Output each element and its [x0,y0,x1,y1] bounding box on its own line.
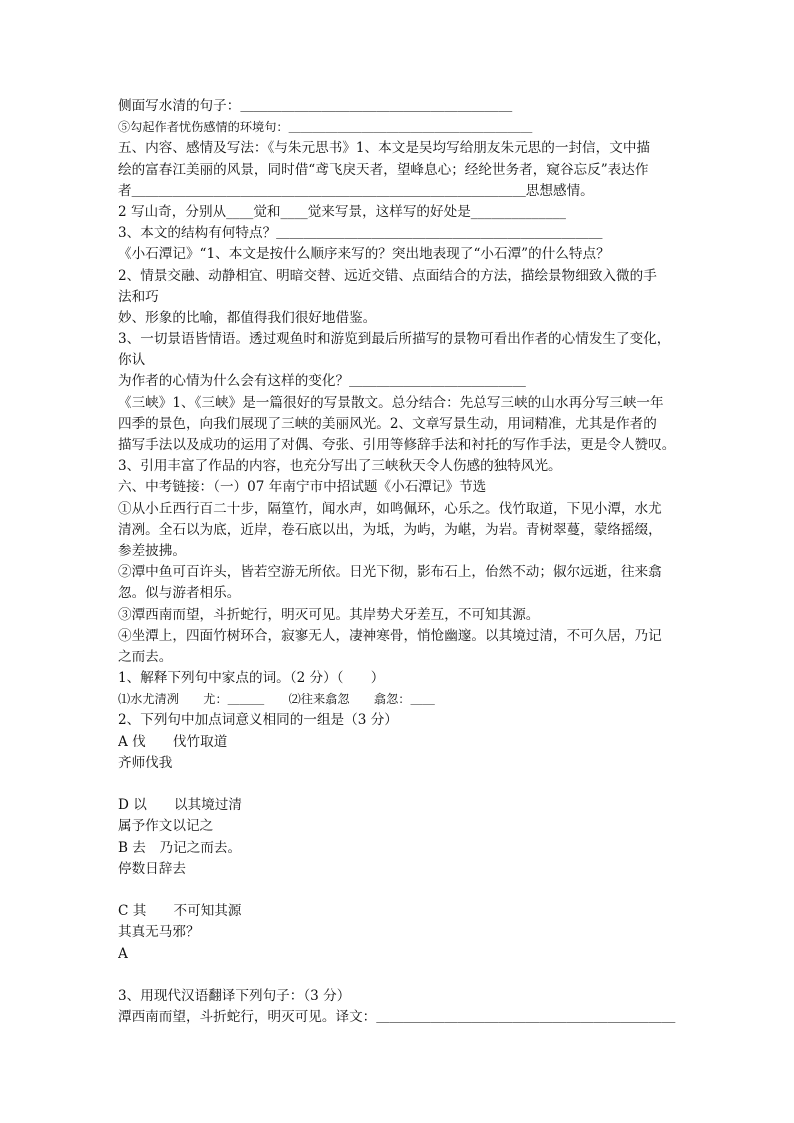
text-line: 清冽。全石以为底，近岸，卷石底以出，为坻，为屿，为嵁，为岩。青树翠蔓，蒙络摇缀， [118,521,662,538]
text-line: 参差披拂。 [118,542,186,559]
text-line: ⑴水尤清冽 尤：＿＿＿ ⑵往来翕忽 翕忽：＿＿ [118,692,435,707]
text-line: 绘的富春江美丽的风景，同时借“鸢飞戾天者，望峰息心；经纶世务者，窥谷忘反”表达作 [118,161,649,178]
blank-line [118,880,678,901]
text-line: 描写手法以及成功的运用了对偶、夸张、引用等修辞手法和衬托的写作手法，更是令人赞叹。 [118,437,676,453]
text-line: 《三峡》1、《三峡》是一篇很好的写景散文。总分结合：先总写三峡的山水再分写三峡一年 [118,394,664,411]
blank-line [118,965,678,986]
text-line: 属予作文以记之 [118,818,214,835]
text-line: ③潭西南而望，斗折蛇行，明灭可见。其岸势犬牙差互，不可知其源。 [118,606,540,623]
text-line: 侧面写水清的句子：＿＿＿＿＿＿＿＿＿＿＿＿＿＿＿＿＿＿＿＿ [118,98,513,114]
text-line: 3、本文的结构有何特点？＿＿＿＿＿＿＿＿＿＿＿＿＿＿＿＿＿＿＿＿＿＿＿＿ [118,225,603,242]
text-line: 为作者的心情为什么会有这样的变化？＿＿＿＿＿＿＿＿＿＿＿＿＿ [118,373,526,390]
text-line: 潭西南而望，斗折蛇行，明灭可见。译文：＿＿＿＿＿＿＿＿＿＿＿＿＿＿＿＿＿＿＿＿＿＿ [118,1009,676,1026]
text-line: C 其 不可知其源 [118,903,242,920]
text-line: 其真无马邪？ [118,924,200,941]
text-line: 3、用现代汉语翻译下列句子：（3 分） [118,987,351,1004]
text-line: 你认 [118,352,146,369]
blank-line [118,774,678,795]
text-line: ④坐潭上，四面竹树环合，寂寥无人，凄神寒骨，悄怆幽邃。以其境过清，不可久居，乃记 [118,627,662,644]
text-line: 1、解释下列句中家点的词。（2 分）（ ） [118,670,385,687]
text-line: 五、内容、感情及写法：《与朱元思书》1、本文是吴均写给朋友朱元思的一封信，文中描 [118,140,651,157]
document-page [118,96,678,1028]
text-line: 2 写山奇，分别从____觉和____觉来写景，这样写的好处是______________ [118,203,566,220]
text-line: 者＿＿＿＿＿＿＿＿＿＿＿＿＿＿＿＿＿＿＿＿＿＿＿＿＿＿＿＿＿思想感情。 [118,182,594,199]
text-line: B 去 乃记之而去。 [118,839,242,856]
text-line: 2、情景交融、动静相宜、明暗交替、远近交错、点面结合的方法，描绘景物细致入微的手 [118,267,657,284]
text-line: D 以 以其境过清 [118,797,242,814]
text-line: ⑤勾起作者忧伤感情的环境句：＿＿＿＿＿＿＿＿＿＿＿＿＿＿＿＿＿＿＿＿ [118,120,533,135]
text-line: ①从小丘西行百二十步，隔篁竹，闻水声，如鸣佩环，心乐之。伐竹取道，下见小潭，水尤 [118,500,662,517]
text-line: A [118,945,128,962]
text-line: 停数日辞去 [118,860,186,877]
text-line: 忽。似与游者相乐。 [118,585,241,602]
text-line: 妙、形象的比喻，都值得我们很好地借鉴。 [118,309,377,326]
text-line: A 伐 伐竹取道 [118,733,228,750]
text-line: 2、下列句中加点词意义相同的一组是（3 分） [118,712,398,729]
text-line: 《小石潭记》“1、本文是按什么顺序来写的？突出地表现了“小石潭”的什么特点？ [118,246,610,263]
text-line: 之而去。 [118,648,173,665]
text-line: ②潭中鱼可百许头，皆若空游无所依。日光下彻，影布石上，佁然不动；俶尔远逝，往来翕 [118,564,662,581]
text-line: 法和巧 [118,288,159,305]
text-line: 3、一切景语皆情语。透过观鱼时和游览到最后所描写的景物可看出作者的心情发生了变化， [118,331,671,348]
text-line: 3、引用丰富了作品的内容，也充分写出了三峡秋天令人伤感的独特风光。 [118,458,562,475]
text-line: 齐师伐我 [118,754,173,771]
text-line: 六、中考链接：（一）07 年南宁市中招试题《小石潭记》节选 [118,479,487,496]
text-line: 四季的景色，向我们展现了三峡的美丽风光。2、文章写景生动，用词精准，尤其是作者的 [118,415,657,432]
